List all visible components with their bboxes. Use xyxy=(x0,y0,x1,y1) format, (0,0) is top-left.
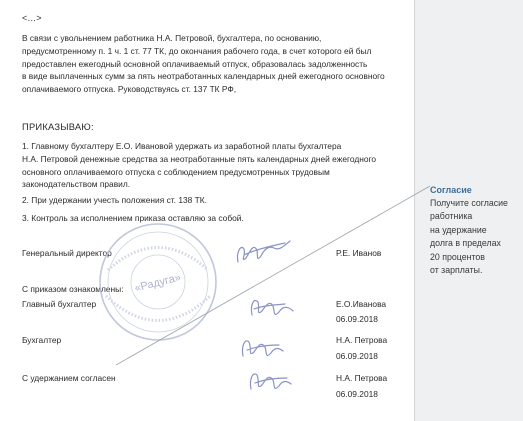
callout-line: 20 процентов xyxy=(430,251,485,262)
consent-callout xyxy=(430,184,522,277)
callout-line: от зарплаты. xyxy=(430,265,483,276)
consent-date: 06.09.2018 xyxy=(336,389,378,399)
order-item-line: законодательством правил. xyxy=(22,179,131,190)
accountant-role: Бухгалтер xyxy=(22,335,62,345)
intro-line: оплачиваемого отпуска. Руководствуясь ст. 137 ТК РФ, xyxy=(22,84,237,95)
order-item-3: 3. Контроль за исполнением приказа оставляю за собой. xyxy=(22,213,244,223)
callout-line: на удержание xyxy=(430,224,487,235)
order-heading: ПРИКАЗЫВАЮ: xyxy=(22,121,94,132)
stamp-text: «Радуга» xyxy=(133,271,183,295)
accountant-date: 06.09.2018 xyxy=(336,351,378,361)
chief-accountant-signature xyxy=(251,300,293,315)
company-stamp xyxy=(100,224,216,340)
intro-line: предоставлен ежегодный основной оплачиваемый отпуск, образовалась задолженность xyxy=(22,58,368,69)
order-item-2: 2. При удержании учесть положения ст. 138 ТК. xyxy=(22,195,207,205)
intro-line: в виде выплаченных сумм за пять неотработанных календарных дней ежегодного основного xyxy=(22,71,385,82)
callout-line: долга в пределах xyxy=(430,238,501,249)
chief-accountant-name: Е.О.Иванова xyxy=(336,299,387,309)
chief-accountant-date: 06.09.2018 xyxy=(336,314,378,324)
accountant-signature xyxy=(242,341,283,356)
callout-line: Получите согласие xyxy=(430,198,508,208)
accountant-name: Н.А. Петрова xyxy=(336,335,388,345)
consent-signature xyxy=(250,374,291,389)
callout-line: работника xyxy=(430,211,473,222)
order-item-line: основного оплачиваемого отпуска с соблюдением предусмотренных трудовым xyxy=(22,166,330,177)
consent-name: Н.А. Петрова xyxy=(336,373,388,383)
order-item-line: Н.А. Петровой денежные средства за неотработанные пять календарных дней ежегодного xyxy=(22,153,377,164)
omitted-text-marker: <…> xyxy=(22,13,42,23)
order-item-line: 1. Главному бухгалтеру Е.О. Ивановой удержать из заработной платы бухгалтера xyxy=(22,141,342,151)
acquainted-label: С приказом ознакомлены: xyxy=(22,284,124,294)
director-role: Генеральный директор xyxy=(22,248,112,258)
intro-line: предусмотренному п. 1 ч. 1 ст. 77 ТК, до окончания рабочего года, в счет которого ей был xyxy=(22,45,372,56)
director-signature xyxy=(238,241,290,262)
director-name: Р.Е. Иванов xyxy=(336,248,382,258)
intro-line: В связи с увольнением работника Н.А. Петровой, бухгалтера, по основанию, xyxy=(22,33,322,43)
chief-accountant-role: Главный бухгалтер xyxy=(22,299,97,309)
consent-role: С удержанием согласен xyxy=(22,373,116,383)
callout-title: Согласие xyxy=(430,185,472,195)
